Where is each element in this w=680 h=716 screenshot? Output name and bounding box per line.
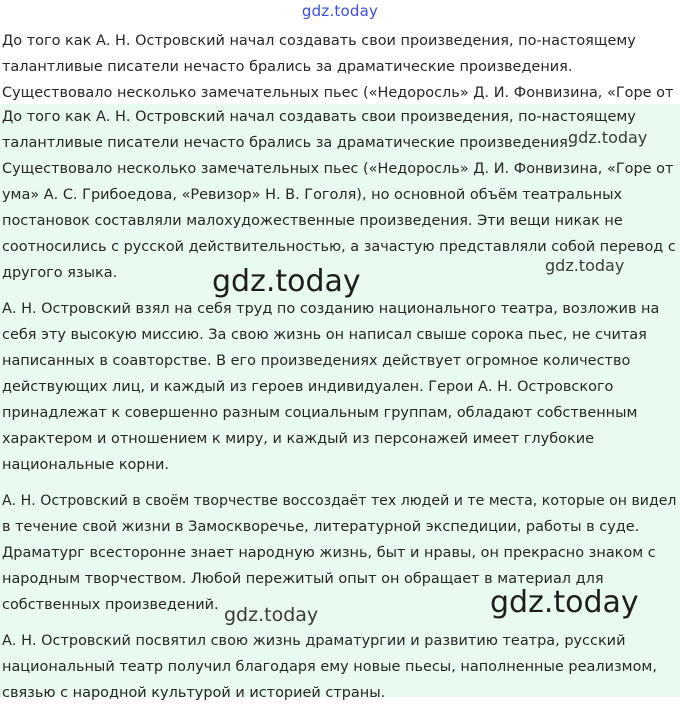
text-line: соотносились с русской действительностью, а зачастую представляли собой перевод с (2, 239, 676, 255)
text-line: национальный театр получил благодаря ему новые пьесы, наполненные реализмом, (2, 659, 657, 675)
watermark-logo: gdz.today (224, 604, 319, 626)
text-line: А. Н. Островский взял на себя труд по созданию национального театра, возложив на (2, 301, 660, 317)
top-text-block (2, 28, 678, 106)
text-line: национальные корни. (2, 457, 170, 473)
paragraph-2 (2, 296, 678, 478)
text-line: народным творчеством. Любой пережитый опыт он обращает в материал для (2, 571, 604, 587)
text-line: талантливые писатели нечасто брались за драматические произведения. (2, 135, 573, 151)
paragraph-4 (2, 628, 678, 706)
text-line: себя эту высокую миссию. За свою жизнь он написал свыше сорока пьес, не считая (2, 327, 647, 343)
text-line: Драматург всесторонне знает народную жизнь, быт и нравы, он прекрасно знаком с (2, 545, 656, 561)
text-line: другого языка. (2, 265, 118, 281)
answer-text (2, 104, 678, 716)
text-line: действующих лиц, и каждый из героев индивидуален. Герои А. Н. Островского (2, 379, 614, 395)
text-line: связью с народной культурой и историей страны. (2, 685, 386, 701)
paragraph-1 (2, 104, 678, 286)
text-line: характером и отношением к миру, и каждый из персонажей имеет глубокие (2, 431, 594, 447)
text-line: принадлежат к совершенно разным социальным группам, обладают собственным (2, 405, 638, 421)
text-line: в течение свой жизни в Замоскворечье, литературной экспедиции, работы в суде. (2, 519, 640, 535)
text-line: До того как А. Н. Островский начал создавать свои произведения, по-настоящему (2, 33, 636, 49)
paragraph-3 (2, 488, 678, 618)
text-line: Существовало несколько замечательных пьес («Недоросль» Д. И. Фонвизина, «Горе от (2, 161, 674, 177)
text-line: А. Н. Островский посвятил свою жизнь драматургии и развитию театра, русский (2, 633, 626, 649)
text-line: Существовало несколько замечательных пьес («Недоросль» Д. И. Фонвизина, «Горе от (2, 85, 674, 101)
answer-block (0, 104, 680, 701)
text-line: талантливые писатели нечасто брались за драматические произведения. (2, 59, 573, 75)
watermark-logo: gdz.today (568, 128, 648, 147)
text-line: А. Н. Островский в своём творчестве воссоздаёт тех людей и те места, которые он видел (2, 493, 677, 509)
header-watermark: gdz.today (301, 2, 379, 20)
text-line: собственных произведений. (2, 597, 219, 613)
text-line: написанных в соавторстве. В его произведениях действует огромное количество (2, 353, 631, 369)
watermark-logo: gdz.today (212, 264, 361, 299)
watermark-logo: gdz.today (545, 256, 625, 275)
text-line: ума» А. С. Грибоедова, «Ревизор» Н. В. Гоголя), но основной объём театральных (2, 187, 623, 203)
text-line: постановок составляли малохудожественные произведения. Эти вещи никак не (2, 213, 623, 229)
text-line: До того как А. Н. Островский начал создавать свои произведения, по-настоящему (2, 109, 636, 125)
watermark-logo: gdz.today (490, 585, 639, 620)
